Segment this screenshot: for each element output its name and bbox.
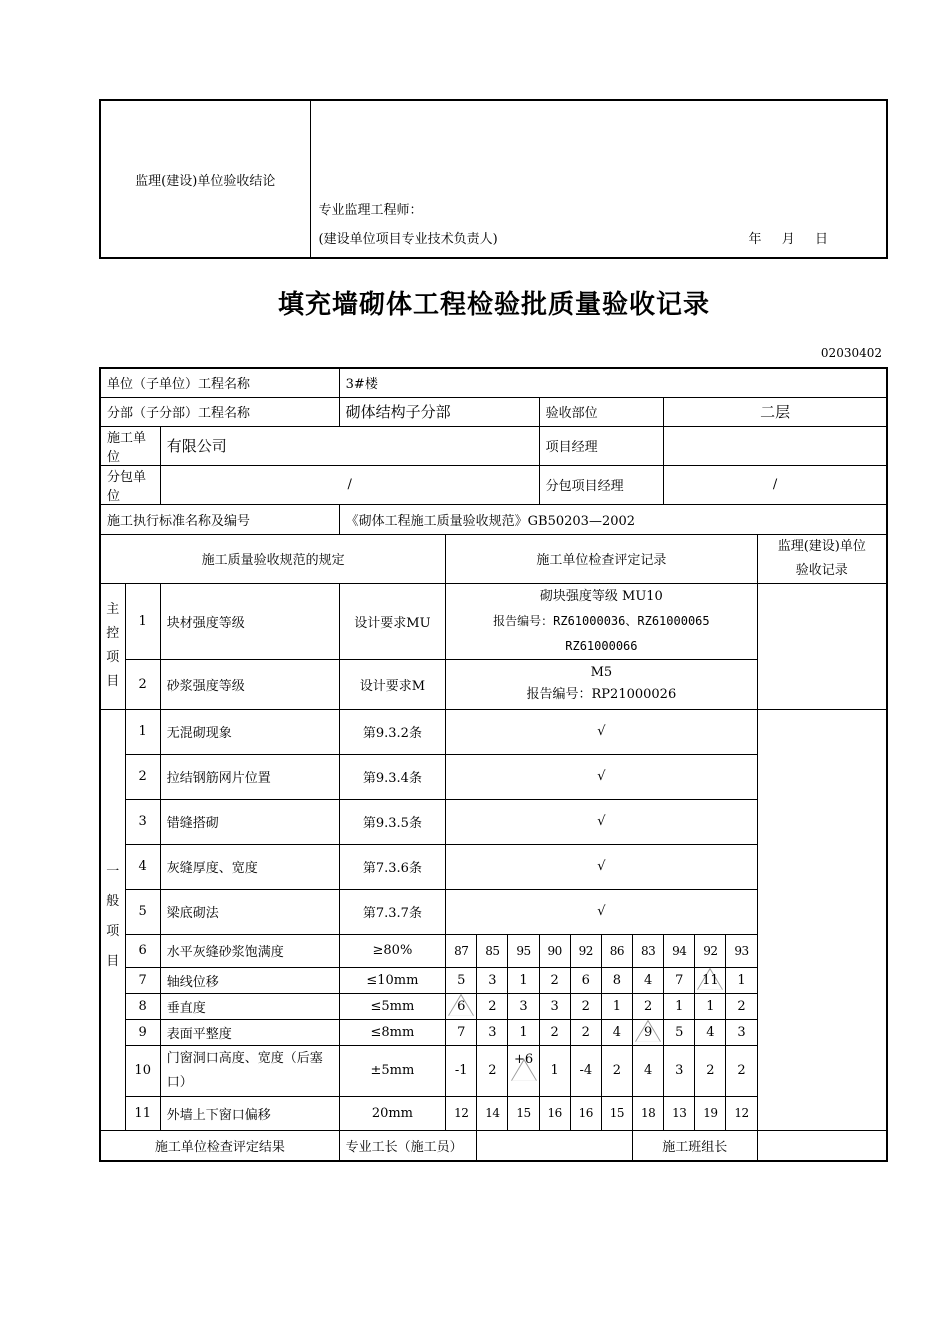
measure-item-name: 水平灰缝砂浆饱满度 — [160, 934, 339, 967]
measure-item-req: ≤10mm — [339, 967, 446, 993]
supervision-conclusion-table — [99, 99, 888, 259]
group-char: 控 — [106, 626, 120, 641]
supervision-header-line2: 验收记录 — [795, 562, 848, 578]
measure-value: 19 — [695, 1096, 726, 1130]
owner-signature-line: (建设单位项目专业技术负责人) — [318, 232, 498, 247]
main-item-name: 块材强度等级 — [160, 583, 339, 659]
record-line: 报告编号：RP21000026 — [526, 687, 677, 702]
measure-value: 2 — [726, 993, 757, 1019]
general-item-name: 梁底砌法 — [160, 889, 339, 934]
construction-unit-value: 有限公司 — [160, 426, 539, 465]
spec-column-header: 施工质量验收规范的规定 — [100, 534, 446, 583]
general-item-record: √ — [446, 709, 757, 754]
accept-part-value: 二层 — [664, 397, 887, 426]
measure-value: 12 — [446, 1096, 477, 1130]
measure-item-no: 6 — [125, 934, 160, 967]
measure-value: 2 — [477, 1045, 508, 1096]
record-column-header: 施工单位检查评定记录 — [446, 534, 757, 583]
measure-item-no: 10 — [125, 1045, 160, 1096]
measure-item-req: ≤8mm — [339, 1019, 446, 1045]
measure-value: 12 — [726, 1096, 757, 1130]
check-result-label: 施工单位检查评定结果 — [100, 1130, 339, 1161]
main-supervision-record — [757, 583, 887, 709]
flagged-value: 6 — [457, 998, 466, 1014]
sub-pm-label: 分包项目经理 — [539, 465, 664, 504]
measure-item-name: 垂直度 — [160, 993, 339, 1019]
measure-value: 2 — [601, 1045, 632, 1096]
main-item-record — [446, 583, 757, 659]
main-item-req: 设计要求MU — [339, 583, 446, 659]
measure-value: 3 — [664, 1045, 695, 1096]
main-item-req: 设计要求M — [339, 659, 446, 709]
measure-value: 18 — [633, 1096, 664, 1130]
main-control-group-label — [100, 583, 125, 709]
measure-value: 2 — [539, 1019, 570, 1045]
measure-value: 86 — [601, 934, 632, 967]
supervision-conclusion-label: 监理(建设)单位验收结论 — [100, 100, 310, 258]
general-item-req: 第7.3.7条 — [339, 889, 446, 934]
record-line: 报告编号：RZ61000036、RZ61000065 — [493, 613, 710, 628]
subcontract-unit-label: 分包单位 — [100, 465, 160, 504]
standard-label: 施工执行标准名称及编号 — [100, 504, 339, 534]
measure-value: 5 — [664, 1019, 695, 1045]
measure-value: 3 — [477, 967, 508, 993]
measure-item-req: 20mm — [339, 1096, 446, 1130]
measure-value: 3 — [539, 993, 570, 1019]
record-line: RZ61000066 — [565, 638, 638, 653]
measure-value: 4 — [633, 967, 664, 993]
measure-value: 83 — [633, 934, 664, 967]
group-char: 项 — [106, 923, 120, 939]
measure-value: 4 — [601, 1019, 632, 1045]
measure-value: 15 — [508, 1096, 539, 1130]
measure-item-name: 门窗洞口高度、宽度（后塞口） — [160, 1045, 339, 1096]
foreman-label: 专业工长（施工员） — [339, 1130, 477, 1161]
measure-item-name: 轴线位移 — [160, 967, 339, 993]
unit-name-label: 单位（子单位）工程名称 — [100, 368, 339, 397]
measure-value: 15 — [601, 1096, 632, 1130]
measure-value: 1 — [664, 993, 695, 1019]
measure-item-no: 7 — [125, 967, 160, 993]
record-line: 砌块强度等级 MU10 — [539, 588, 663, 604]
measure-value: 8 — [601, 967, 632, 993]
measure-value: 95 — [508, 934, 539, 967]
measure-item-name: 表面平整度 — [160, 1019, 339, 1045]
measure-value: 2 — [633, 993, 664, 1019]
measure-value: 87 — [446, 934, 477, 967]
group-char: 一 — [106, 863, 120, 879]
measure-item-no: 11 — [125, 1096, 160, 1130]
supervision-column-header — [757, 534, 887, 583]
general-item-name: 灰缝厚度、宽度 — [160, 844, 339, 889]
subdivision-name-label: 分部（子分部）工程名称 — [100, 397, 339, 426]
measure-value: 6 — [570, 967, 601, 993]
measure-value: 94 — [664, 934, 695, 967]
measure-item-req: ±5mm — [339, 1045, 446, 1096]
measure-value: -1 — [446, 1045, 477, 1096]
general-item-record: √ — [446, 799, 757, 844]
main-item-no: 1 — [125, 583, 160, 659]
measure-value: 1 — [508, 1019, 539, 1045]
measure-value: 1 — [695, 993, 726, 1019]
measure-value: 7 — [446, 1019, 477, 1045]
measure-item-name: 外墙上下窗口偏移 — [160, 1096, 339, 1130]
measure-value: 1 — [601, 993, 632, 1019]
construction-unit-label: 施工单位 — [100, 426, 160, 465]
measure-value: 1 — [726, 967, 757, 993]
measure-value: 2 — [570, 993, 601, 1019]
measure-value-flagged — [633, 1019, 664, 1045]
measure-value: 3 — [726, 1019, 757, 1045]
page-title: 填充墙砌体工程检验批质量验收记录 — [277, 290, 710, 320]
form-code: 02030402 — [820, 346, 882, 360]
general-item-record: √ — [446, 889, 757, 934]
group-char: 般 — [106, 893, 120, 909]
team-leader-label: 施工班组长 — [633, 1130, 758, 1161]
measure-item-req: ≤5mm — [339, 993, 446, 1019]
foreman-value — [477, 1130, 633, 1161]
general-item-req: 第9.3.2条 — [339, 709, 446, 754]
sub-pm-value: / — [664, 465, 887, 504]
general-item-no: 2 — [125, 754, 160, 799]
general-item-no: 1 — [125, 709, 160, 754]
measure-value: 2 — [477, 993, 508, 1019]
signature-date: 年 月 日 — [748, 232, 829, 247]
general-item-name: 拉结钢筋网片位置 — [160, 754, 339, 799]
measure-value: 2 — [570, 1019, 601, 1045]
measure-value: 16 — [570, 1096, 601, 1130]
measure-value: 2 — [726, 1045, 757, 1096]
inspection-record-table — [99, 367, 888, 1162]
measure-value: 3 — [508, 993, 539, 1019]
general-item-req: 第9.3.4条 — [339, 754, 446, 799]
general-item-req: 第9.3.5条 — [339, 799, 446, 844]
measure-value: 14 — [477, 1096, 508, 1130]
measure-value: 3 — [477, 1019, 508, 1045]
measure-value: 16 — [539, 1096, 570, 1130]
unit-name-value: 3#楼 — [339, 368, 887, 397]
measure-value: 93 — [726, 934, 757, 967]
measure-value: 5 — [446, 967, 477, 993]
measure-item-no: 9 — [125, 1019, 160, 1045]
standard-value: 《砌体工程施工质量验收规范》GB50203—2002 — [339, 504, 887, 534]
general-supervision-record — [757, 709, 887, 1130]
measure-item-req: ≥80% — [339, 934, 446, 967]
supervision-conclusion-cell — [310, 100, 887, 258]
subdivision-name-value: 砌体结构子分部 — [339, 397, 539, 426]
general-item-name: 无混砌现象 — [160, 709, 339, 754]
main-item-name: 砂浆强度等级 — [160, 659, 339, 709]
supervision-header-line1: 监理(建设)单位 — [777, 538, 866, 554]
measure-value-flagged — [695, 967, 726, 993]
group-char: 目 — [106, 953, 120, 969]
measure-value: 2 — [695, 1045, 726, 1096]
general-group-label — [100, 709, 125, 1130]
measure-value: 92 — [695, 934, 726, 967]
measure-value: 1 — [539, 1045, 570, 1096]
group-char: 主 — [106, 602, 120, 617]
measure-value-flagged — [446, 993, 477, 1019]
main-item-no: 2 — [125, 659, 160, 709]
accept-part-label: 验收部位 — [539, 397, 664, 426]
flagged-value: 9 — [643, 1024, 653, 1040]
measure-value-flagged — [508, 1045, 539, 1096]
general-item-req: 第7.3.6条 — [339, 844, 446, 889]
engineer-signature-line: 专业监理工程师： — [318, 203, 423, 218]
measure-value: 90 — [539, 934, 570, 967]
general-item-name: 错缝搭砌 — [160, 799, 339, 844]
measure-value: 2 — [539, 967, 570, 993]
measure-value: 4 — [695, 1019, 726, 1045]
measure-value: 92 — [570, 934, 601, 967]
measure-value: 7 — [664, 967, 695, 993]
group-char: 项 — [106, 650, 120, 665]
group-char: 目 — [106, 674, 120, 689]
subcontract-unit-value: / — [160, 465, 539, 504]
team-leader-value — [757, 1130, 887, 1161]
project-manager-label: 项目经理 — [539, 426, 664, 465]
general-item-record: √ — [446, 754, 757, 799]
main-item-record — [446, 659, 757, 709]
general-item-no: 5 — [125, 889, 160, 934]
measure-value: 13 — [664, 1096, 695, 1130]
project-manager-value — [664, 426, 887, 465]
flagged-value: +6 — [513, 1051, 534, 1067]
general-item-no: 3 — [125, 799, 160, 844]
flagged-value: 11 — [702, 972, 719, 988]
general-item-record: √ — [446, 844, 757, 889]
measure-value: 1 — [508, 967, 539, 993]
measure-value: 85 — [477, 934, 508, 967]
measure-value: -4 — [570, 1045, 601, 1096]
measure-item-no: 8 — [125, 993, 160, 1019]
general-item-no: 4 — [125, 844, 160, 889]
measure-value: 4 — [633, 1045, 664, 1096]
record-line: M5 — [590, 665, 613, 680]
